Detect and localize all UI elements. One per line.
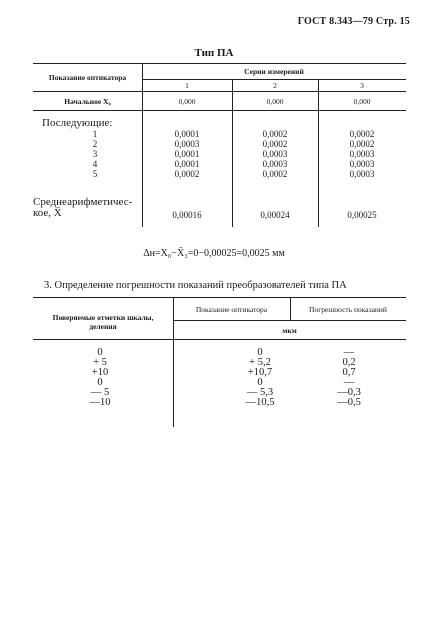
col-header-reading: Показание оптикатора <box>195 305 268 314</box>
table-cell: 0,0002 <box>262 129 288 139</box>
list-item: 0 <box>257 377 263 388</box>
row-number: 3 <box>92 149 98 159</box>
page-header: ГОСТ 8.343—79 Стр. 15 <box>297 16 410 27</box>
table-cell: 0,0003 <box>262 159 288 169</box>
unit-label: мкм <box>282 326 297 335</box>
table-cell: 0,0003 <box>349 169 375 179</box>
list-item: 0 <box>97 347 103 358</box>
list-item: +10,7 <box>247 367 273 378</box>
table-1-header-bottom <box>33 91 406 92</box>
list-item: —0,5 <box>337 397 361 408</box>
table-2-vline-1 <box>173 297 174 427</box>
list-item: — <box>343 347 355 358</box>
mean-value-1: 0,00016 <box>172 210 202 220</box>
series-3-header: 3 <box>360 81 364 90</box>
list-item: 0 <box>97 377 103 388</box>
table-cell: 0,0001 <box>174 149 200 159</box>
col-header-indicator: Показание оптикатора <box>48 73 127 82</box>
list-item: — 5 <box>90 387 110 398</box>
table-cell: 0,0003 <box>349 149 375 159</box>
mean-label-2: кое, X̄ <box>33 207 62 219</box>
table-1-top-border <box>33 63 406 64</box>
col-header-error: Погрешность показаний <box>309 305 387 314</box>
table-2-top-border <box>33 297 406 298</box>
initial-value-2: 0,000 <box>266 97 284 106</box>
table-title: Тип ПА <box>194 47 234 59</box>
formula: Δн=X₀−X̄₃=0−0,00025=0,0025 мм <box>143 248 285 259</box>
initial-value-3: 0,000 <box>353 97 371 106</box>
section-3-title: 3. Определение погрешности показаний преобразователей типа ПА <box>44 280 347 291</box>
col-header-marks-2: деления <box>89 322 117 331</box>
col-header-marks: Поверяемые отметки шкалы, <box>52 313 154 322</box>
subsequent-label: Последующие: <box>42 117 113 129</box>
table-cell: 0,0002 <box>262 139 288 149</box>
list-item: —0,3 <box>337 387 361 398</box>
list-item: — 5,3 <box>246 387 274 398</box>
list-item: —10 <box>89 397 111 408</box>
initial-label: Начальное X₀ <box>64 97 111 106</box>
table-2-header-bottom <box>33 339 406 340</box>
row-number: 1 <box>92 129 98 139</box>
table-cell: 0,0002 <box>174 169 200 179</box>
table-1-group-divider <box>142 79 406 80</box>
list-item: — <box>343 377 355 388</box>
initial-value-1: 0,000 <box>178 97 196 106</box>
table-cell: 0,0003 <box>349 159 375 169</box>
table-cell: 0,0003 <box>262 149 288 159</box>
mean-value-2: 0,00024 <box>260 210 290 220</box>
list-item: + 5,2 <box>249 357 271 368</box>
row-number: 5 <box>92 169 98 179</box>
table-cell: 0,0003 <box>174 139 200 149</box>
table-cell: 0,0001 <box>174 129 200 139</box>
list-item: +10 <box>91 367 109 378</box>
list-item: —10,5 <box>245 397 275 408</box>
mean-label: Среднеарифметичес- <box>33 196 133 208</box>
table-1-initial-bottom <box>33 110 406 111</box>
series-1-header: 1 <box>185 81 189 90</box>
table-cell: 0,0002 <box>349 129 375 139</box>
table-2-unit-divider <box>173 320 406 321</box>
table-cell: 0,0002 <box>349 139 375 149</box>
row-number: 4 <box>92 159 98 169</box>
list-item: 0,2 <box>342 357 356 368</box>
col-header-series: Серии измерений <box>244 67 304 76</box>
row-number: 2 <box>92 139 98 149</box>
mean-value-3: 0,00025 <box>347 210 377 220</box>
list-item: 0 <box>257 347 263 358</box>
list-item: + 5 <box>93 357 107 368</box>
list-item: 0,7 <box>342 367 356 378</box>
series-2-header: 2 <box>273 81 277 90</box>
table-cell: 0,0002 <box>262 169 288 179</box>
table-cell: 0,0001 <box>174 159 200 169</box>
